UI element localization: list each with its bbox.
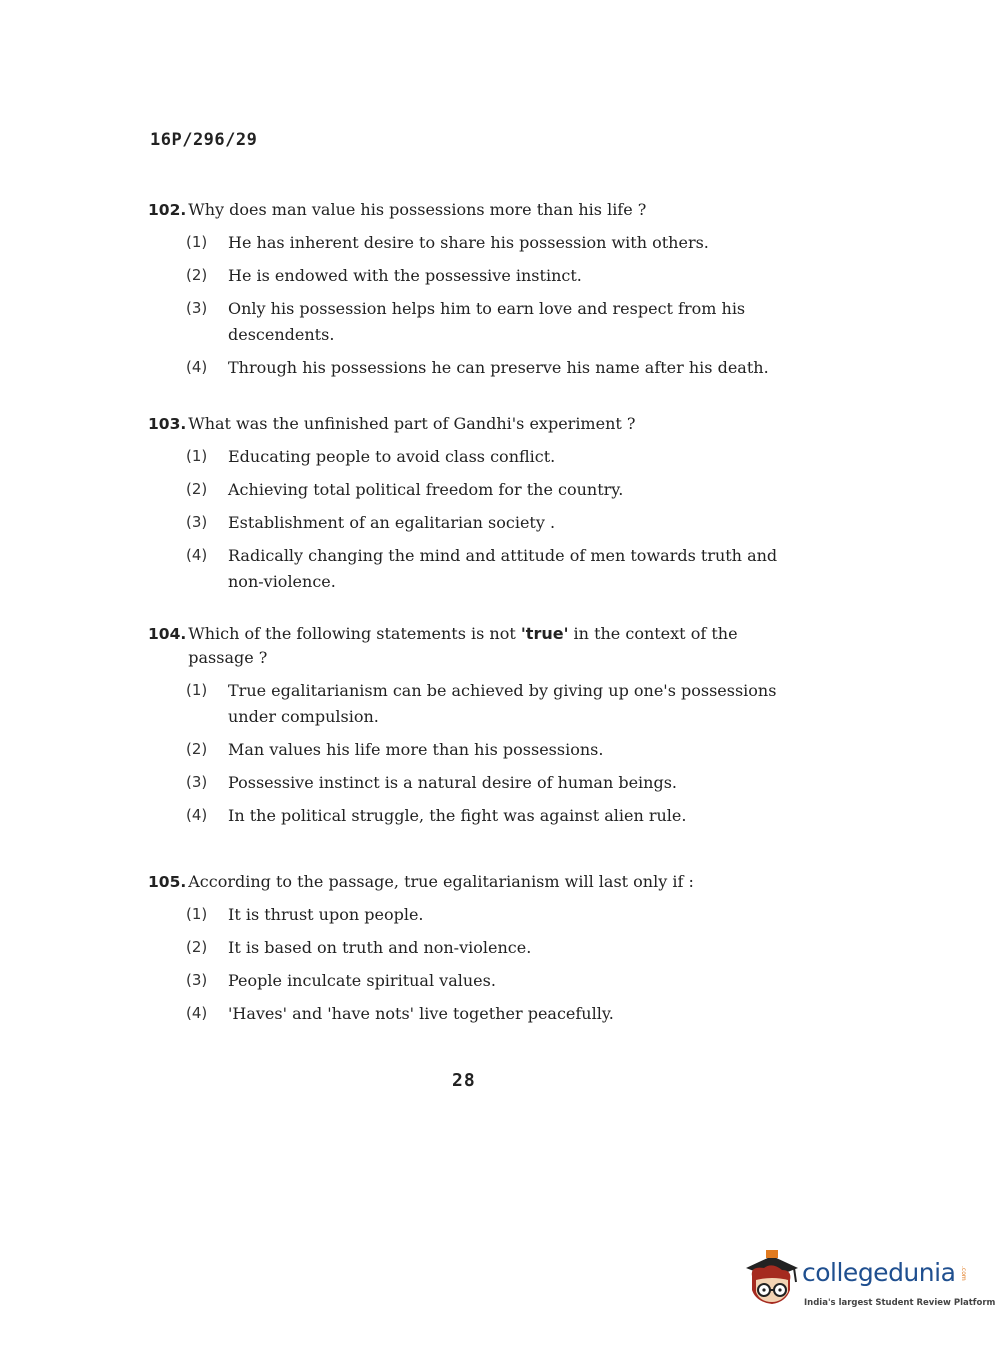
- options-list: [186, 230, 778, 381]
- question-text-before: Which of the following statements is not: [188, 624, 521, 643]
- option-4: [186, 543, 778, 595]
- option-text: He is endowed with the possessive instinct.: [228, 266, 582, 285]
- option-number: (4): [186, 1004, 208, 1022]
- option-text: It is based on truth and non-violence.: [228, 938, 532, 957]
- option-number: (3): [186, 773, 208, 791]
- option-number: (2): [186, 480, 208, 498]
- option-text: True egalitarianism can be achieved by giving up one's possessions under compulsion.: [228, 681, 777, 726]
- question-105: [148, 870, 778, 1034]
- option-3: [186, 770, 778, 796]
- options-list: [186, 678, 778, 829]
- page-number: 28: [452, 1070, 476, 1091]
- question-text: What was the unfinished part of Gandhi's experiment ?: [188, 414, 636, 433]
- option-4: [186, 355, 778, 381]
- question-103: [148, 412, 778, 602]
- option-text: People inculcate spiritual values.: [228, 971, 496, 990]
- option-text: Educating people to avoid class conflict.: [228, 447, 556, 466]
- question-stem: [148, 198, 778, 222]
- question-text: According to the passage, true egalitarianism will last only if :: [188, 872, 694, 891]
- option-number: (3): [186, 513, 208, 531]
- question-text: [188, 622, 778, 670]
- option-number: (2): [186, 938, 208, 956]
- option-text: In the political struggle, the fight was against alien rule.: [228, 806, 687, 825]
- option-2: [186, 477, 778, 503]
- option-4: [186, 803, 778, 829]
- options-list: [186, 902, 778, 1027]
- question-text: Why does man value his possessions more than his life ?: [188, 200, 647, 219]
- option-number: (3): [186, 299, 208, 317]
- option-number: (1): [186, 681, 208, 699]
- option-2: [186, 263, 778, 289]
- option-1: [186, 902, 778, 928]
- options-list: [186, 444, 778, 595]
- option-2: [186, 935, 778, 961]
- brand-domain: .com: [960, 1266, 967, 1281]
- question-number: 105.: [148, 873, 187, 891]
- question-text-after: in the context of the passage ?: [188, 624, 738, 667]
- question-stem: [148, 622, 778, 670]
- option-text: He has inherent desire to share his possession with others.: [228, 233, 709, 252]
- option-number: (4): [186, 806, 208, 824]
- question-number: 102.: [148, 201, 187, 219]
- option-1: [186, 230, 778, 256]
- option-number: (3): [186, 971, 208, 989]
- brand-name: collegedunia: [802, 1258, 956, 1287]
- option-number: (2): [186, 266, 208, 284]
- option-text: It is thrust upon people.: [228, 905, 424, 924]
- option-text: Man values his life more than his possessions.: [228, 740, 604, 759]
- option-number: (4): [186, 358, 208, 376]
- brand-watermark: [742, 1250, 996, 1320]
- question-number: 104.: [148, 625, 187, 643]
- option-number: (2): [186, 740, 208, 758]
- option-text: Establishment of an egalitarian society .: [228, 513, 556, 532]
- question-stem: [148, 870, 778, 894]
- question-text-emphasis: 'true': [520, 624, 569, 643]
- option-text: Radically changing the mind and attitude of men towards truth and non-violence.: [228, 546, 778, 591]
- option-number: (4): [186, 546, 208, 564]
- option-text: Only his possession helps him to earn love and respect from his descendents.: [228, 299, 746, 344]
- mascot-icon: [742, 1250, 800, 1310]
- option-1: [186, 678, 778, 730]
- option-2: [186, 737, 778, 763]
- brand-tagline: India's largest Student Review Platform: [804, 1298, 996, 1308]
- option-text: Achieving total political freedom for the country.: [228, 480, 624, 499]
- question-stem: [148, 412, 778, 436]
- option-number: (1): [186, 447, 208, 465]
- question-number: 103.: [148, 415, 187, 433]
- option-3: [186, 296, 778, 348]
- option-text: Possessive instinct is a natural desire of human beings.: [228, 773, 678, 792]
- option-3: [186, 510, 778, 536]
- option-1: [186, 444, 778, 470]
- question-104: [148, 622, 778, 836]
- option-number: (1): [186, 233, 208, 251]
- option-text: Through his possessions he can preserve his name after his death.: [228, 358, 769, 377]
- question-102: [148, 198, 778, 388]
- option-4: [186, 1001, 778, 1027]
- paper-code: 16P/296/29: [150, 130, 258, 150]
- option-text: 'Haves' and 'have nots' live together peacefully.: [228, 1004, 614, 1023]
- option-3: [186, 968, 778, 994]
- option-number: (1): [186, 905, 208, 923]
